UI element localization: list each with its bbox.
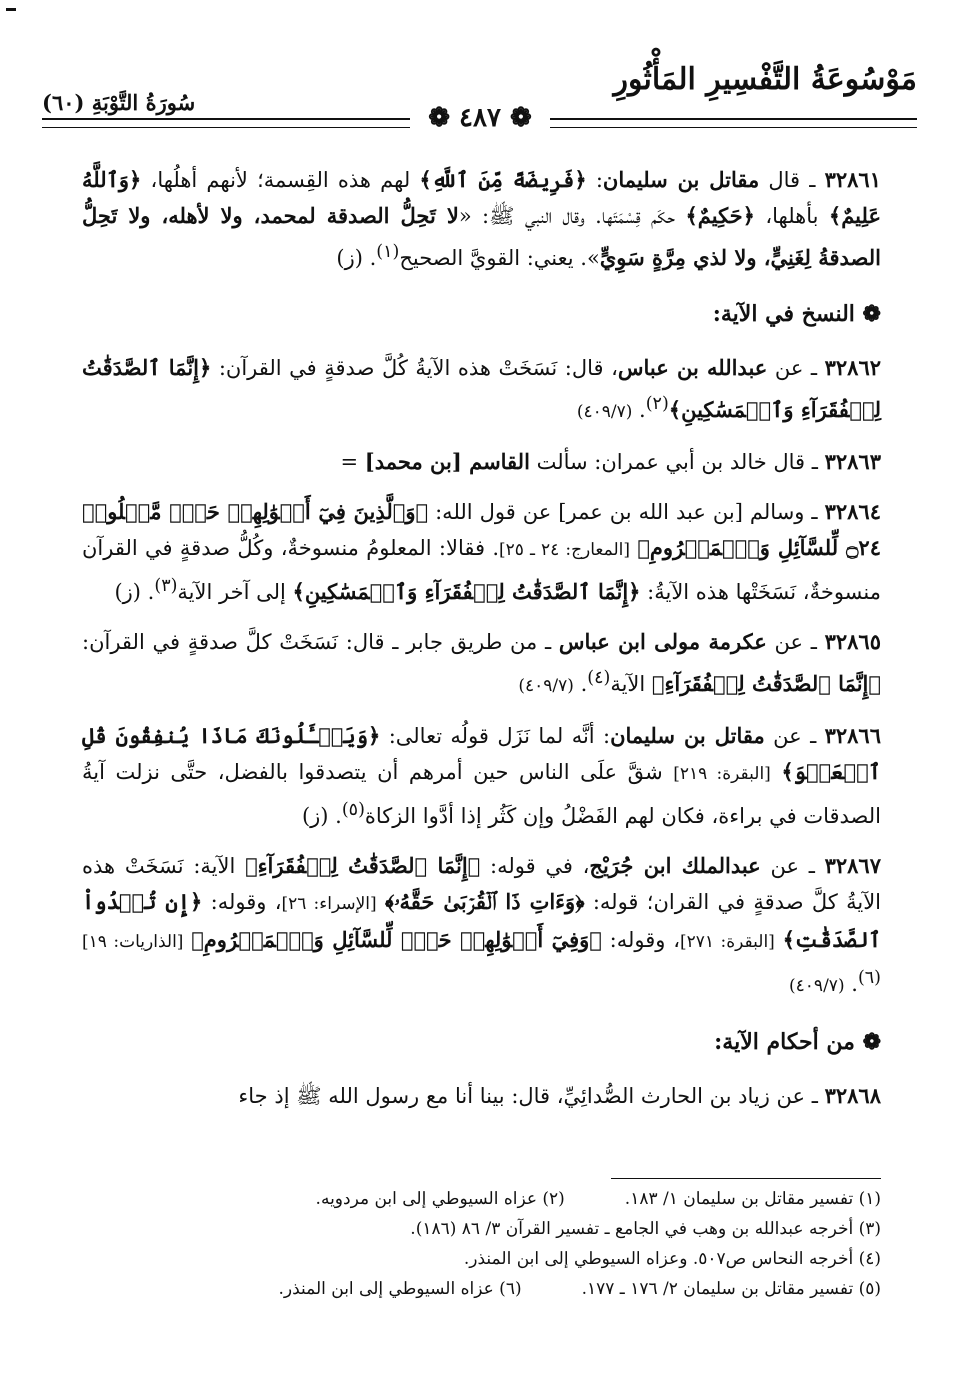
main-text — [82, 162, 881, 1128]
section-heading-abrogation: ❁ النسخ في الآية: — [712, 301, 881, 327]
narration-32867: ٣٢٨٦٧ ـ عن عبدالملك ابن جُرَيْج، في قوله: ﴿إِنَّمَا ٱلصَّدَقَٰتُ لِلۡفُقَرَآءِ﴾ الآية: نَسَخَتْ هذه الآيةُ كلَّ صدقةٍ في القران؛ قوله: ﴿وَءَاتِ ذَا ٱلۡقُرۡبَىٰ حَقَّهُۥ﴾ [الإسراء: ٢٦]، وقوله: ﴿إِن تُبۡدُواْ ٱلصَّدَقَٰتِ﴾ [البقرة: ٢٧١]، وقوله: ﴿وَفِيٓ أَمۡوَٰلِهِمۡ حَقّٞ لِّلسَّآئِلِ وَٱلۡمَحۡرُومِ﴾ [الذاريات: ١٩]$^{(٦)}$. (٤٠٩/٧) — [82, 853, 882, 996]
narration-32862: ٣٢٨٦٢ ـ عن عبدالله بن عباس، قال: نَسَخَتْ هذه الآيةُ كُلَّ صدقةٍ في القرآن: ﴿إِنَّمَا ٱلصَّدَقَٰتُ لِلۡفُقَرَآءِ وَٱلۡمَسَٰكِينِ﴾$^{(٢)}$. (٤٠٩/٧) — [82, 355, 882, 422]
corner-mark — [6, 8, 16, 11]
surah-label: سُورَةُ التَّوْبَةِ (٦٠) — [42, 90, 196, 115]
narration-32863: ٣٢٨٦٣ ـ قال خالد بن أبي عمران: سألت القاسم [بن محمد] = — [340, 449, 881, 474]
footnote-row — [82, 1184, 881, 1214]
footnote-row — [82, 1244, 881, 1274]
narration-32864: ٣٢٨٦٤ ـ وسالم [بن عبد الله بن عمر] عن قول الله: ﴿وَٱلَّذِينَ فِيٓ أَمۡوَٰلِهِمۡ حَقّٞ مَّعۡلُومٞ ۝٢٤ لِّلسَّآئِلِ وَٱلۡمَحۡرُومِ﴾ [المعارج: ٢٤ ـ ٢٥]. فقالا: المعلومُ منسوخةٌ، وكُلُّ صدقةٍ في القرآن منسوخةٌ، نَسَخَتْها هذه الآيةُ: ﴿إِنَّمَا ٱلصَّدَقَٰتُ لِلۡفُقَرَآءِ وَٱلۡمَسَٰكِينِ﴾ إلى آخر الآية$^{(٣)}$. (ز) — [82, 499, 881, 604]
footnote-row — [82, 1214, 881, 1244]
footnote-5: (٥) تفسير مقاتل بن سليمان ٢/ ١٧٦ ـ ١٧٧. — [581, 1279, 881, 1299]
footnote-rule — [611, 1178, 881, 1179]
footnote-row — [82, 1274, 881, 1304]
narration-32861: ٣٢٨٦١ ـ قال مقاتل بن سليمان: ﴿فَرِيضَةً مِّنَ ٱللَّهِ﴾ لهم هذه القِسمة؛ لأنهم أهلُها، ﴿وَٱللَّهُ عَلِيمٌ﴾ بأهلها، ﴿حَكِيمٌ﴾ حكَم قِسْمَتَها. وقال النبي ﷺ: «لا تَحِلُّ الصدقة لمحمد، ولا لأهله، ولا تَحِلُّ الصدقةُ لِغَنِيٍّ، ولا لذي مِرَّةٍ سَوِيٍّ». يعني: القويَّ الصحيح$^{(١)}$. (ز) — [82, 167, 881, 270]
narration-32865: ٣٢٨٦٥ ـ عن عكرمة مولى ابن عباس ـ من طريق جابر ـ قال: نَسَخَتْ كلَّ صدقةٍ في القرآن: ﴿إِنَّمَا ٱلصَّدَقَٰتُ لِلۡفُقَرَآءِ﴾ الآية$^{(٤)}$. (٤٠٩/٧) — [82, 629, 881, 696]
section-heading-rulings: ❁ من أحكام الآية: — [714, 1029, 881, 1055]
footnote-1: (١) تفسير مقاتل بن سليمان ١/ ١٨٣. — [624, 1189, 881, 1209]
footnote-6: (٦) عزاه السيوطي إلى ابن المنذر. — [278, 1279, 522, 1299]
narration-32866: ٣٢٨٦٦ ـ عن مقاتل بن سليمان: أنَّه لما نَزَل قولُه تعالى: ﴿وَيَسۡـَٔلُونَكَ مَاذَا يُنفِقُونَ قُلِ ٱلۡعَفۡوَ﴾ [البقرة: ٢١٩] شقَّ علَى الناس حين أمرهم أن يتصدقوا بالفضل، حتَّى نزلت آيةُ الصدقات في براءة، فكان لهم الفَضْلُ وإن كَثُر إذا أدَّوا الزكاة$^{(٥)}$. (ز) — [82, 723, 881, 828]
footnotes — [82, 1184, 881, 1304]
narration-32868: ٣٢٨٦٨ ـ عن زياد بن الحارث الصُّدائِيِّ، قال: بينا أنا مع رسول الله ﷺ إذ جاء — [238, 1083, 881, 1108]
series-title: مَوْسُوعَةُ التَّفْسِيرِ المَأْثُورِ — [613, 62, 917, 97]
footnote-3: (٣) أخرجه عبدالله بن وهب في الجامع ـ تفسير القرآن ٣/ ٨٦ (١٨٦). — [410, 1219, 881, 1239]
footnote-2: (٢) عزاه السيوطي إلى ابن مردويه. — [315, 1189, 565, 1209]
footnote-4: (٤) أخرجه النحاس ص٥٠٧. وعزاه السيوطي إلى ابن المنذر. — [463, 1249, 881, 1269]
page-number: ❁ ٤٨٧ ❁ — [410, 100, 550, 136]
